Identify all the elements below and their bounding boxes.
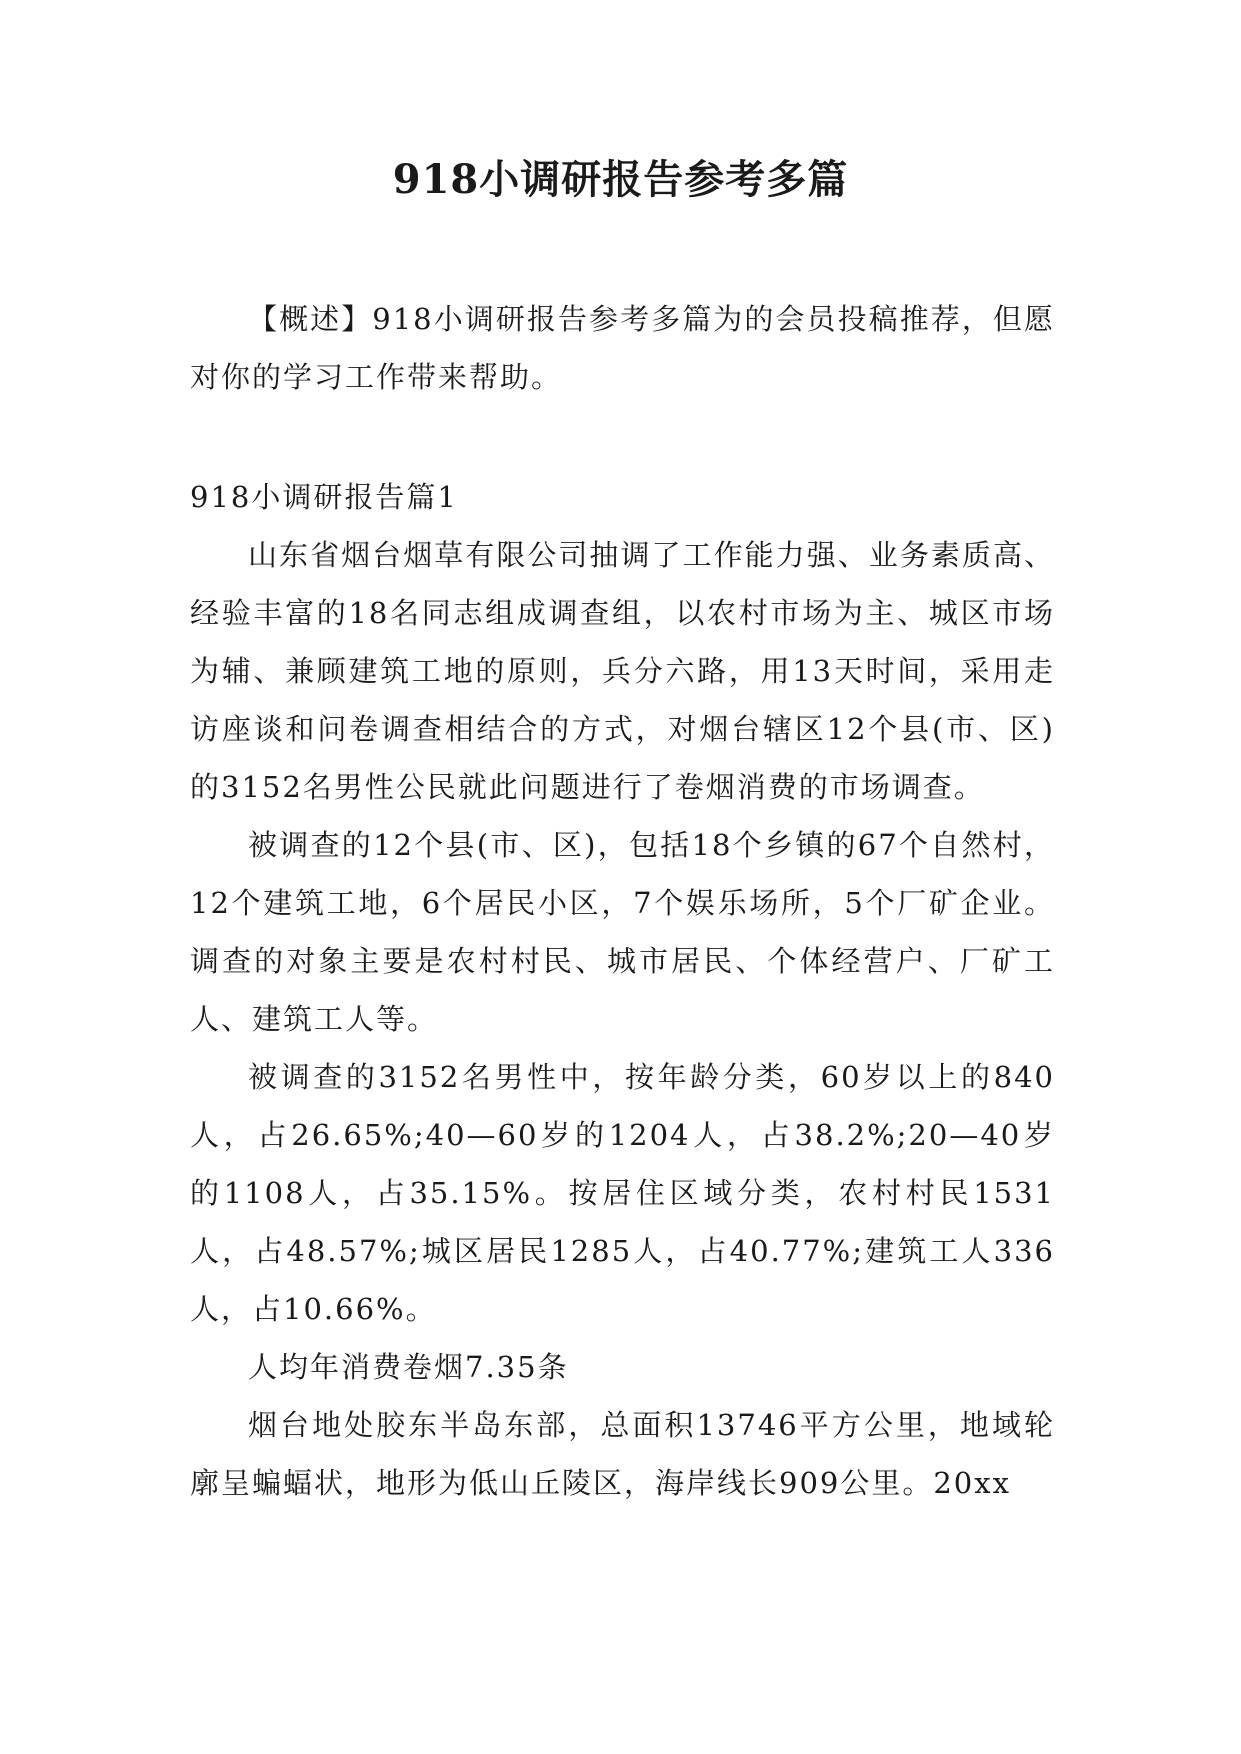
body-paragraph: 被调查的12个县(市、区)，包括18个乡镇的67个自然村，12个建筑工地，6个居民小区，7个娱乐场所，5个厂矿企业。调查的对象主要是农村村民、城市居民、个体经营户、厂矿工人、建筑工人等。 xyxy=(190,828,1055,1036)
body-paragraph: 被调查的3152名男性中，按年龄分类，60岁以上的840人，占26.65%;40—60岁的1204人，占38.2%;20—40岁的1108人，占35.15%。按居住区域分类，农村村民1531人，占48.57%;城区居民1285人，占40.77%;建筑工人336人，占10.66%。 xyxy=(190,1060,1055,1326)
section-heading: 918小调研报告篇1 xyxy=(190,480,458,514)
summary-paragraph: 【概述】918小调研报告参考多篇为的会员投稿推荐，但愿对你的学习工作带来帮助。 xyxy=(190,302,1055,394)
subheading-paragraph: 人均年消费卷烟7.35条 xyxy=(248,1350,569,1384)
body-paragraph: 山东省烟台烟草有限公司抽调了工作能力强、业务素质高、经验丰富的18名同志组成调查组，以农村市场为主、城区市场为辅、兼顾建筑工地的原则，兵分六路，用13天时间，采用走访座谈和问卷调查相结合的方式，对烟台辖区12个县(市、区)的3152名男性公民就此问题进行了卷烟消费的市场调查。 xyxy=(190,538,1055,804)
document-title: 918小调研报告参考多篇 xyxy=(392,156,849,203)
document-body xyxy=(190,290,1055,1512)
body-paragraph: 烟台地处胶东半岛东部，总面积13746平方公里，地域轮廓呈蝙蝠状，地形为低山丘陵区，海岸线长909公里。20xx xyxy=(190,1408,1055,1500)
